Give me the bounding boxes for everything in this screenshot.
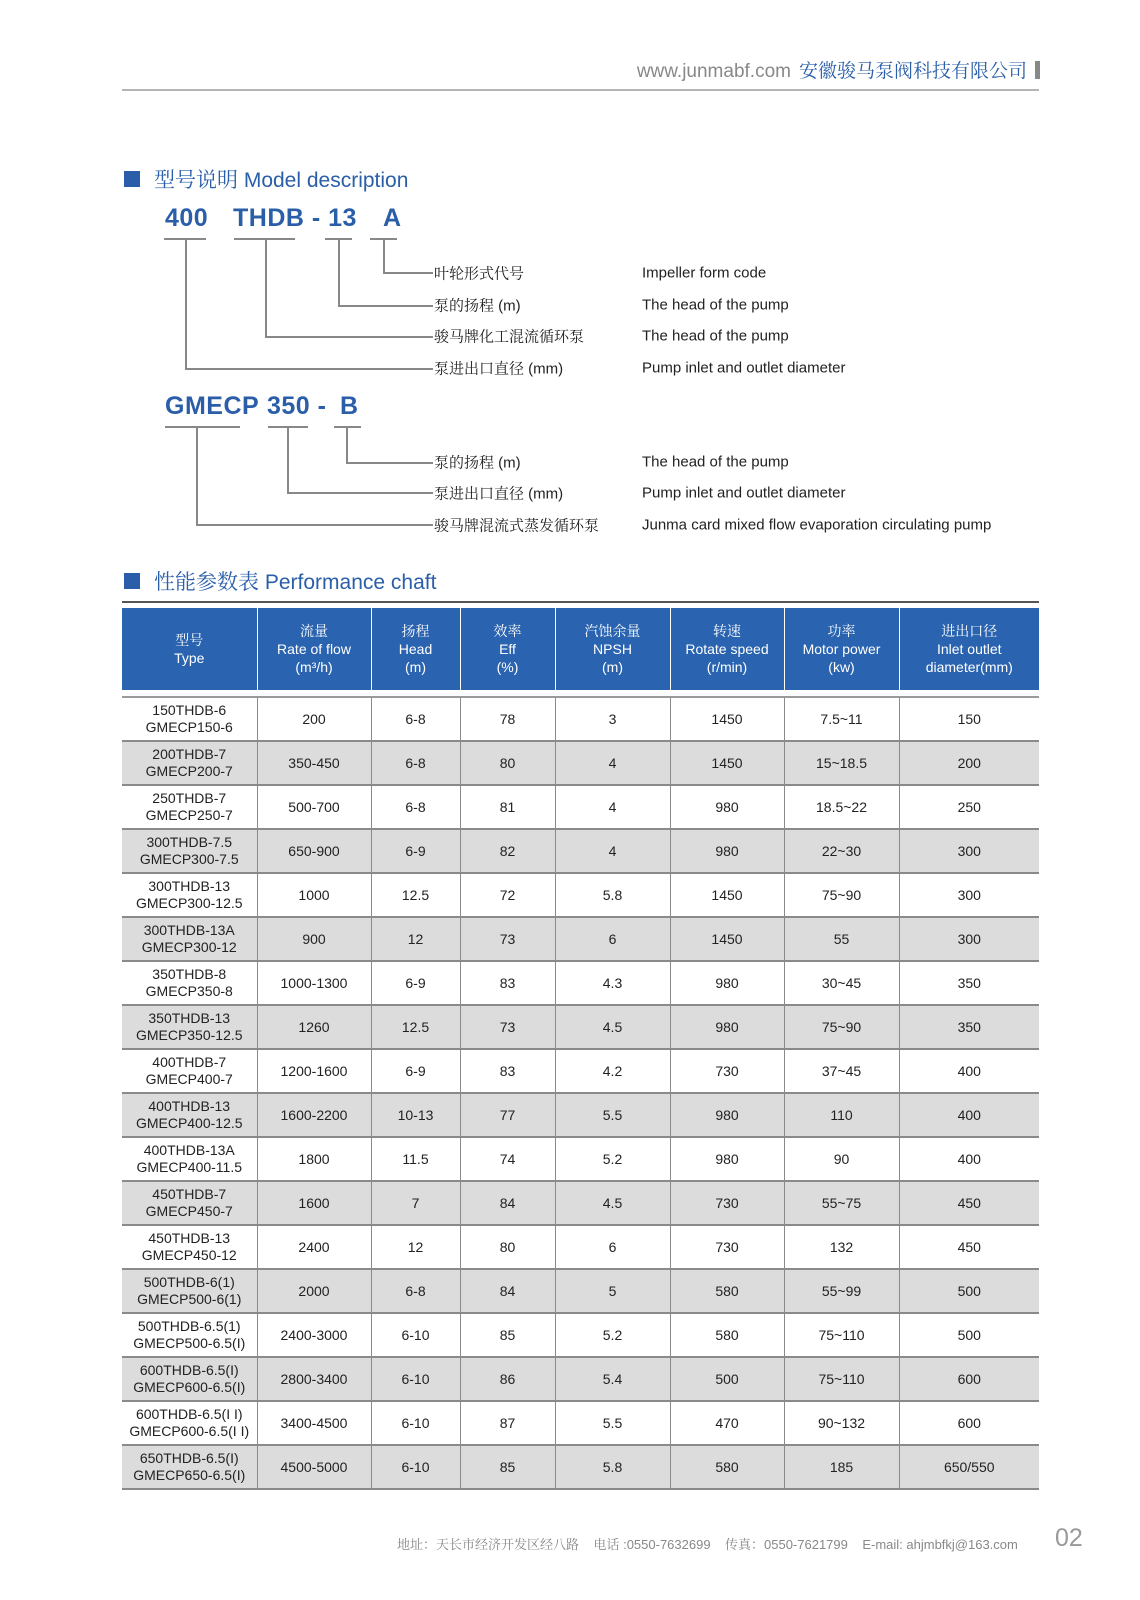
value-cell: 6-10 [371, 1313, 460, 1357]
connector [196, 524, 433, 526]
value-cell: 72 [460, 873, 555, 917]
value-cell: 83 [460, 961, 555, 1005]
connector [383, 238, 385, 273]
code-part: THDB - 13 [233, 204, 357, 232]
square-bullet-icon [124, 573, 140, 589]
value-cell: 80 [460, 1225, 555, 1269]
underline [334, 426, 361, 428]
value-cell: 12 [371, 1225, 460, 1269]
type-cell: 600THDB-6.5(I I) GMECP600-6.5(I I) [122, 1401, 257, 1445]
header-line: 型号 [175, 632, 204, 648]
table-row [122, 697, 1039, 741]
value-cell: 730 [670, 1225, 784, 1269]
value-cell: 5.8 [555, 873, 670, 917]
value-cell: 5.5 [555, 1401, 670, 1445]
page-number: 02 [1055, 1524, 1083, 1552]
value-cell: 87 [460, 1401, 555, 1445]
performance-table [122, 608, 1039, 1490]
connector [287, 426, 289, 492]
table-row [122, 1181, 1039, 1225]
value-cell: 4.3 [555, 961, 670, 1005]
value-cell: 6-8 [371, 1269, 460, 1313]
table-row [122, 785, 1039, 829]
value-cell: 200 [899, 741, 1039, 785]
header-line: Inlet outlet [936, 641, 1002, 657]
value-cell: 6-9 [371, 1049, 460, 1093]
model-description-heading [124, 164, 408, 194]
value-cell: 4.5 [555, 1181, 670, 1225]
column-header [555, 608, 670, 690]
type-cell: 400THDB-13A GMECP400-11.5 [122, 1137, 257, 1181]
value-cell: 5 [555, 1269, 670, 1313]
value-cell: 75~110 [784, 1313, 899, 1357]
performance-heading [124, 566, 436, 596]
connector [338, 238, 340, 305]
value-cell: 1450 [670, 741, 784, 785]
table-spacer [122, 690, 1039, 697]
value-cell: 22~30 [784, 829, 899, 873]
desc-en: Pump inlet and outlet diameter [642, 484, 846, 502]
header-bar [1035, 61, 1040, 79]
value-cell: 11.5 [371, 1137, 460, 1181]
value-cell: 3 [555, 697, 670, 741]
value-cell: 85 [460, 1313, 555, 1357]
column-header [371, 608, 460, 690]
column-header [899, 608, 1039, 690]
table-row [122, 1049, 1039, 1093]
value-cell: 1200-1600 [257, 1049, 371, 1093]
code-part: B [340, 392, 359, 420]
value-cell: 350 [899, 961, 1039, 1005]
type-cell: 400THDB-7 GMECP400-7 [122, 1049, 257, 1093]
value-cell: 55~99 [784, 1269, 899, 1313]
value-cell: 1000-1300 [257, 961, 371, 1005]
value-cell: 1260 [257, 1005, 371, 1049]
section-title: 型号说明 Model description [154, 169, 409, 192]
value-cell: 2400-3000 [257, 1313, 371, 1357]
value-cell: 980 [670, 961, 784, 1005]
value-cell: 55~75 [784, 1181, 899, 1225]
value-cell: 6-10 [371, 1357, 460, 1401]
value-cell: 980 [670, 1093, 784, 1137]
table-row [122, 1225, 1039, 1269]
desc-en: The head of the pump [642, 327, 789, 345]
value-cell: 73 [460, 1005, 555, 1049]
connector [346, 426, 348, 462]
value-cell: 6-10 [371, 1445, 460, 1489]
connector [196, 426, 198, 524]
value-cell: 500 [670, 1357, 784, 1401]
value-cell: 83 [460, 1049, 555, 1093]
value-cell: 450 [899, 1181, 1039, 1225]
value-cell: 400 [899, 1093, 1039, 1137]
value-cell: 5.5 [555, 1093, 670, 1137]
table-row [122, 1269, 1039, 1313]
header-line: NPSH [593, 641, 632, 657]
value-cell: 30~45 [784, 961, 899, 1005]
header-line: 进出口径 [941, 623, 998, 639]
type-cell: 300THDB-7.5 GMECP300-7.5 [122, 829, 257, 873]
value-cell: 650-900 [257, 829, 371, 873]
value-cell: 4 [555, 785, 670, 829]
type-cell: 400THDB-13 GMECP400-12.5 [122, 1093, 257, 1137]
value-cell: 74 [460, 1137, 555, 1181]
underline [165, 426, 240, 428]
connector [287, 492, 433, 494]
value-cell: 2800-3400 [257, 1357, 371, 1401]
table-row [122, 917, 1039, 961]
table-row [122, 1005, 1039, 1049]
code-part: A [383, 204, 402, 232]
value-cell: 400 [899, 1137, 1039, 1181]
code-part: 400 [165, 204, 209, 232]
desc-en: Impeller form code [642, 264, 767, 282]
value-cell: 6-9 [371, 961, 460, 1005]
value-cell: 78 [460, 697, 555, 741]
desc-cn: 叶轮形式代号 [434, 265, 525, 283]
value-cell: 6-8 [371, 741, 460, 785]
value-cell: 81 [460, 785, 555, 829]
value-cell: 12 [371, 917, 460, 961]
desc-cn: 骏马牌化工混流循环泵 [434, 328, 585, 346]
value-cell: 500 [899, 1313, 1039, 1357]
section-title: 性能参数表 Performance chaft [154, 571, 437, 594]
connector [383, 272, 433, 274]
type-cell: 450THDB-13 GMECP450-12 [122, 1225, 257, 1269]
desc-cn: 泵的扬程 (m) [434, 454, 521, 472]
table-header-row [122, 608, 1039, 690]
value-cell: 84 [460, 1181, 555, 1225]
type-cell: 500THDB-6(1) GMECP500-6(1) [122, 1269, 257, 1313]
value-cell: 6-9 [371, 829, 460, 873]
table-row [122, 1401, 1039, 1445]
value-cell: 400 [899, 1049, 1039, 1093]
value-cell: 55 [784, 917, 899, 961]
header-line: 功率 [827, 623, 856, 639]
footer-email[interactable]: E-mail: ahjmbfkj@163.com [862, 1537, 1018, 1552]
desc-en: The head of the pump [642, 453, 789, 471]
value-cell: 980 [670, 1005, 784, 1049]
value-cell: 600 [899, 1401, 1039, 1445]
connector [265, 336, 433, 338]
value-cell: 6-8 [371, 785, 460, 829]
value-cell: 7.5~11 [784, 697, 899, 741]
value-cell: 5.4 [555, 1357, 670, 1401]
type-cell: 600THDB-6.5(I) GMECP600-6.5(I) [122, 1357, 257, 1401]
value-cell: 980 [670, 1137, 784, 1181]
value-cell: 7 [371, 1181, 460, 1225]
value-cell: 86 [460, 1357, 555, 1401]
value-cell: 2400 [257, 1225, 371, 1269]
table-row [122, 1137, 1039, 1181]
header-line: Rate of flow [277, 641, 351, 657]
spacer-cell [122, 690, 1039, 697]
value-cell: 4.5 [555, 1005, 670, 1049]
type-cell: 300THDB-13 GMECP300-12.5 [122, 873, 257, 917]
value-cell: 1450 [670, 873, 784, 917]
value-cell: 18.5~22 [784, 785, 899, 829]
connector [338, 305, 433, 307]
header-line: Type [174, 650, 205, 666]
value-cell: 470 [670, 1401, 784, 1445]
value-cell: 1450 [670, 697, 784, 741]
type-cell: 150THDB-6 GMECP150-6 [122, 697, 257, 741]
desc-cn: 泵的扬程 (m) [434, 297, 521, 315]
value-cell: 73 [460, 917, 555, 961]
value-cell: 82 [460, 829, 555, 873]
square-bullet-icon [124, 171, 140, 187]
value-cell: 5.8 [555, 1445, 670, 1489]
value-cell: 500 [899, 1269, 1039, 1313]
type-cell: 350THDB-8 GMECP350-8 [122, 961, 257, 1005]
desc-cn: 泵进出口直径 (mm) [434, 360, 564, 378]
type-cell: 300THDB-13A GMECP300-12 [122, 917, 257, 961]
value-cell: 6-10 [371, 1401, 460, 1445]
value-cell: 300 [899, 829, 1039, 873]
header-line: Eff [499, 641, 516, 657]
value-cell: 600 [899, 1357, 1039, 1401]
value-cell: 250 [899, 785, 1039, 829]
type-cell: 200THDB-7 GMECP200-7 [122, 741, 257, 785]
value-cell: 1000 [257, 873, 371, 917]
value-cell: 300 [899, 873, 1039, 917]
header-line: 流量 [300, 623, 328, 639]
page-header [637, 56, 1040, 83]
desc-en: Pump inlet and outlet diameter [642, 359, 846, 377]
table-row [122, 961, 1039, 1005]
value-cell: 6-8 [371, 697, 460, 741]
header-line: (m) [405, 659, 426, 675]
header-line: (%) [496, 659, 519, 675]
value-cell: 77 [460, 1093, 555, 1137]
value-cell: 300 [899, 917, 1039, 961]
header-line: (m) [602, 659, 623, 675]
value-cell: 450 [899, 1225, 1039, 1269]
type-cell: 650THDB-6.5(I) GMECP650-6.5(I) [122, 1445, 257, 1489]
column-header [670, 608, 784, 690]
value-cell: 730 [670, 1049, 784, 1093]
desc-en: Junma card mixed flow evaporation circulating pump [642, 516, 992, 534]
header-line: (kw) [828, 659, 855, 675]
connector [265, 238, 267, 336]
header-line: (r/min) [706, 659, 748, 675]
value-cell: 85 [460, 1445, 555, 1489]
code-part: 350 - [267, 392, 327, 420]
value-cell: 980 [670, 829, 784, 873]
type-cell: 250THDB-7 GMECP250-7 [122, 785, 257, 829]
footer-contact [397, 1534, 1018, 1553]
column-header [257, 608, 371, 690]
type-cell: 500THDB-6.5(1) GMECP500-6.5(I) [122, 1313, 257, 1357]
value-cell: 350-450 [257, 741, 371, 785]
type-cell: 450THDB-7 GMECP450-7 [122, 1181, 257, 1225]
value-cell: 580 [670, 1445, 784, 1489]
value-cell: 4 [555, 829, 670, 873]
value-cell: 75~90 [784, 873, 899, 917]
value-cell: 75~90 [784, 1005, 899, 1049]
desc-cn: 骏马牌混流式蒸发循环泵 [434, 517, 600, 535]
table-row [122, 829, 1039, 873]
table-row [122, 1357, 1039, 1401]
value-cell: 200 [257, 697, 371, 741]
value-cell: 150 [899, 697, 1039, 741]
value-cell: 730 [670, 1181, 784, 1225]
value-cell: 4 [555, 741, 670, 785]
header-line: Rotate speed [685, 641, 769, 657]
column-header [460, 608, 555, 690]
website-url[interactable]: www.junmabf.com [636, 61, 791, 82]
value-cell: 84 [460, 1269, 555, 1313]
value-cell: 580 [670, 1269, 784, 1313]
value-cell: 1800 [257, 1137, 371, 1181]
value-cell: 5.2 [555, 1313, 670, 1357]
value-cell: 3400-4500 [257, 1401, 371, 1445]
value-cell: 15~18.5 [784, 741, 899, 785]
value-cell: 500-700 [257, 785, 371, 829]
connector [185, 238, 187, 368]
header-line: Motor power [802, 641, 881, 657]
table-row [122, 873, 1039, 917]
type-cell: 350THDB-13 GMECP350-12.5 [122, 1005, 257, 1049]
value-cell: 350 [899, 1005, 1039, 1049]
header-line: (m³/h) [295, 659, 333, 675]
value-cell: 980 [670, 785, 784, 829]
header-line: 汽蚀余量 [584, 623, 641, 639]
header-line: Head [398, 641, 433, 657]
value-cell: 90 [784, 1137, 899, 1181]
footer-phone: 电话 :0550-7632699 [593, 1537, 711, 1552]
table-row [122, 1313, 1039, 1357]
footer-address: 地址：天长市经济开发区经八路 [397, 1537, 580, 1552]
table-row [122, 1445, 1039, 1489]
connector [346, 462, 433, 464]
value-cell: 1600 [257, 1181, 371, 1225]
column-header [122, 608, 257, 690]
value-cell: 4.2 [555, 1049, 670, 1093]
value-cell: 37~45 [784, 1049, 899, 1093]
desc-cn: 泵进出口直径 (mm) [434, 485, 564, 503]
column-header [784, 608, 899, 690]
connector [185, 368, 433, 370]
value-cell: 6 [555, 917, 670, 961]
value-cell: 90~132 [784, 1401, 899, 1445]
footer-fax: 传真：0550-7621799 [725, 1537, 848, 1552]
header-divider [122, 89, 1039, 91]
code-part: GMECP [165, 392, 260, 420]
header-line: diameter(mm) [925, 659, 1013, 675]
value-cell: 1450 [670, 917, 784, 961]
header-line: 转速 [713, 623, 741, 639]
value-cell: 132 [784, 1225, 899, 1269]
header-line: 扬程 [401, 623, 430, 639]
value-cell: 5.2 [555, 1137, 670, 1181]
value-cell: 580 [670, 1313, 784, 1357]
value-cell: 6 [555, 1225, 670, 1269]
value-cell: 80 [460, 741, 555, 785]
table-row [122, 741, 1039, 785]
company-name: 安徽骏马泵阀科技有限公司 [798, 61, 1027, 82]
value-cell: 2000 [257, 1269, 371, 1313]
value-cell: 110 [784, 1093, 899, 1137]
value-cell: 1600-2200 [257, 1093, 371, 1137]
value-cell: 4500-5000 [257, 1445, 371, 1489]
value-cell: 185 [784, 1445, 899, 1489]
value-cell: 12.5 [371, 1005, 460, 1049]
value-cell: 75~110 [784, 1357, 899, 1401]
value-cell: 900 [257, 917, 371, 961]
header-line: 效率 [493, 623, 522, 639]
table-row [122, 1093, 1039, 1137]
value-cell: 650/550 [899, 1445, 1039, 1489]
table-top-rule [122, 601, 1039, 603]
value-cell: 10-13 [371, 1093, 460, 1137]
desc-en: The head of the pump [642, 296, 789, 314]
value-cell: 12.5 [371, 873, 460, 917]
